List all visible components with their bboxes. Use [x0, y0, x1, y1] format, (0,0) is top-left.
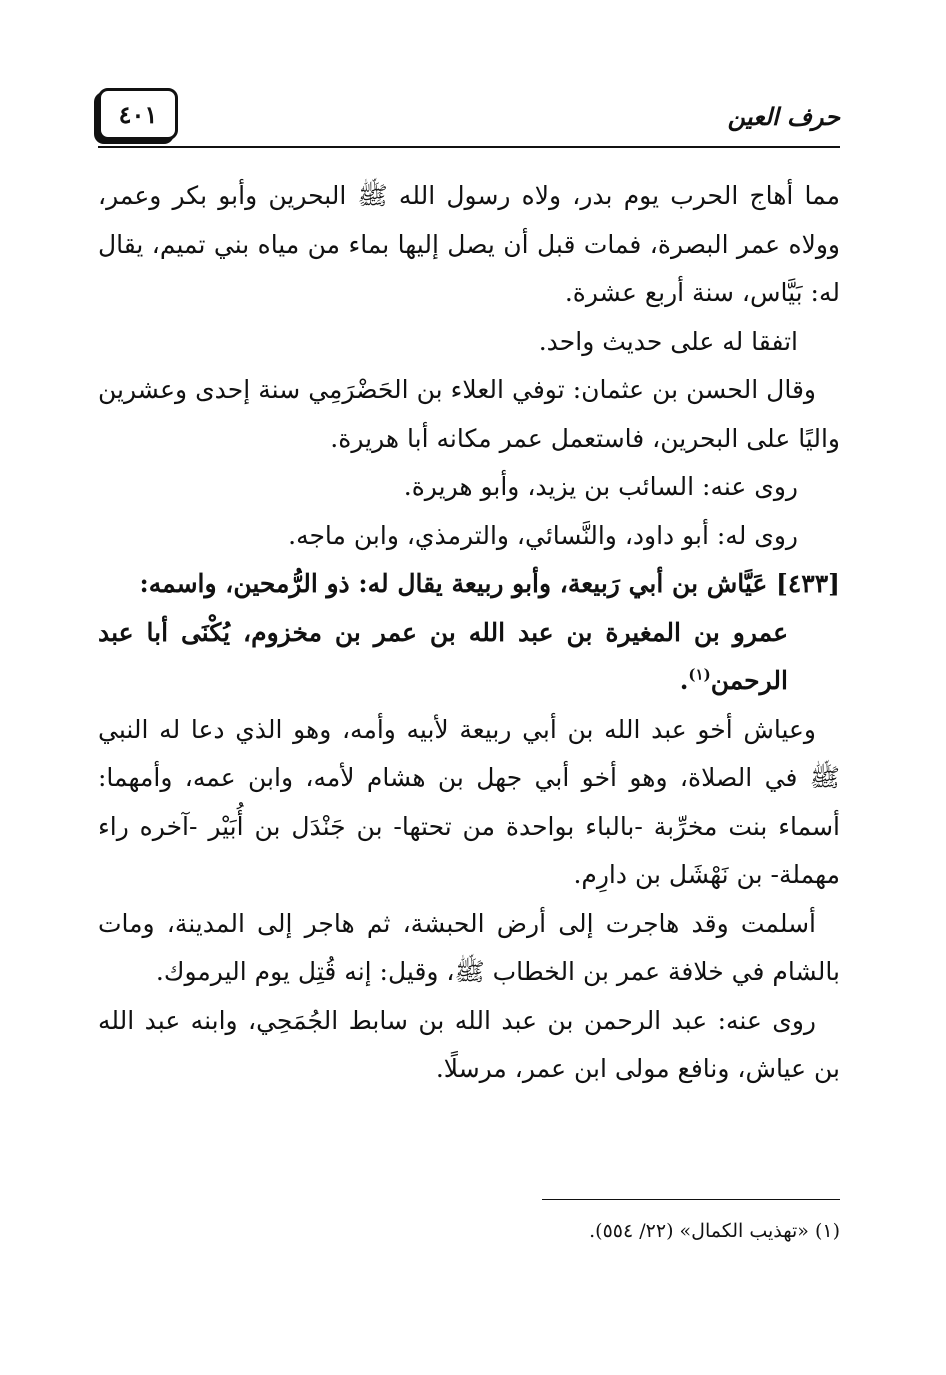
main-text — [98, 172, 840, 1094]
footnote-rule — [542, 1199, 840, 1200]
footnote-marker: (١) — [688, 665, 711, 684]
running-title: حرف العين — [727, 102, 840, 131]
entry-heading-line1: [٤٣٣] عَيَّاش بن أبي رَبيعة، وأبو ربيعة يقال له: ذو الرُّمحين، واسمه: — [139, 569, 840, 598]
paragraph-ayyash-narrators: روى عنه: عبد الرحمن بن عبد الله بن سابط الجُمَحِي، وابنه عبد الله بن عياش، ونافع مولى ابن عمر، مرسلًا. — [98, 1005, 840, 1083]
page-number: ٤٠١ — [98, 88, 178, 140]
paragraph-death-report: وقال الحسن بن عثمان: توفي العلاء بن الحَضْرَمِي سنة إحدى وعشرين واليًا على البحرين، فاستعمل عمر مكانه أبا هريرة. — [98, 375, 840, 453]
paragraph-ayyash-emigration: أسلمت وقد هاجرت إلى أرض الحبشة، ثم هاجر إلى المدينة، ومات بالشام في خلافة عمر بن الخطاب ﷺ، وقيل: إنه قُتِل يوم اليرموك. — [98, 908, 840, 986]
entry-heading — [98, 560, 840, 706]
paragraph-ayyash-lineage: وعياش أخو عبد الله بن أبي ربيعة لأبيه وأمه، وهو الذي دعا له النبي ﷺ في الصلاة، وهو أخو أبي جهل بن هشام لأمه، وابن عمه، وأمهما: أسماء بنت مخرِّبة -بالباء بواحدة من تحتها- بن جَنْدَل بن أُبَيْر -آخره راء مهملة- بن نَهْشَل بن دارِم. — [98, 714, 840, 889]
entry-heading-name: عمرو بن المغيرة بن عبد الله بن عمر بن مخزوم، يُكْنَى أبا عبد الرحمن — [98, 617, 788, 695]
entry-heading-line2 — [98, 609, 840, 706]
paragraph-biography-continued: مما أهاج الحرب يوم بدر، ولاه رسول الله ﷺ البحرين وأبو بكر وعمر، وولاه عمر البصرة، فمات قبل أن يصل إليها بماء من مياه بني تميم، يقال له: بَيَّاس، سنة أربع عشرة. — [98, 181, 840, 307]
header-rule — [98, 146, 840, 148]
paragraph-narrated-by: روى له: أبو داود، والنَّسائي، والترمذي، وابن ماجه. — [288, 520, 798, 550]
page-header — [98, 88, 840, 150]
entry-heading-end: . — [679, 666, 689, 695]
paragraph-narrated-from-him: روى عنه: السائب بن يزيد، وأبو هريرة. — [403, 472, 798, 501]
footnote: (١) «تهذيب الكمال» (٢٢/ ٥٥٤). — [589, 1220, 840, 1242]
paragraph-agreed-hadith: اتفقا له على حديث واحد. — [538, 326, 798, 356]
